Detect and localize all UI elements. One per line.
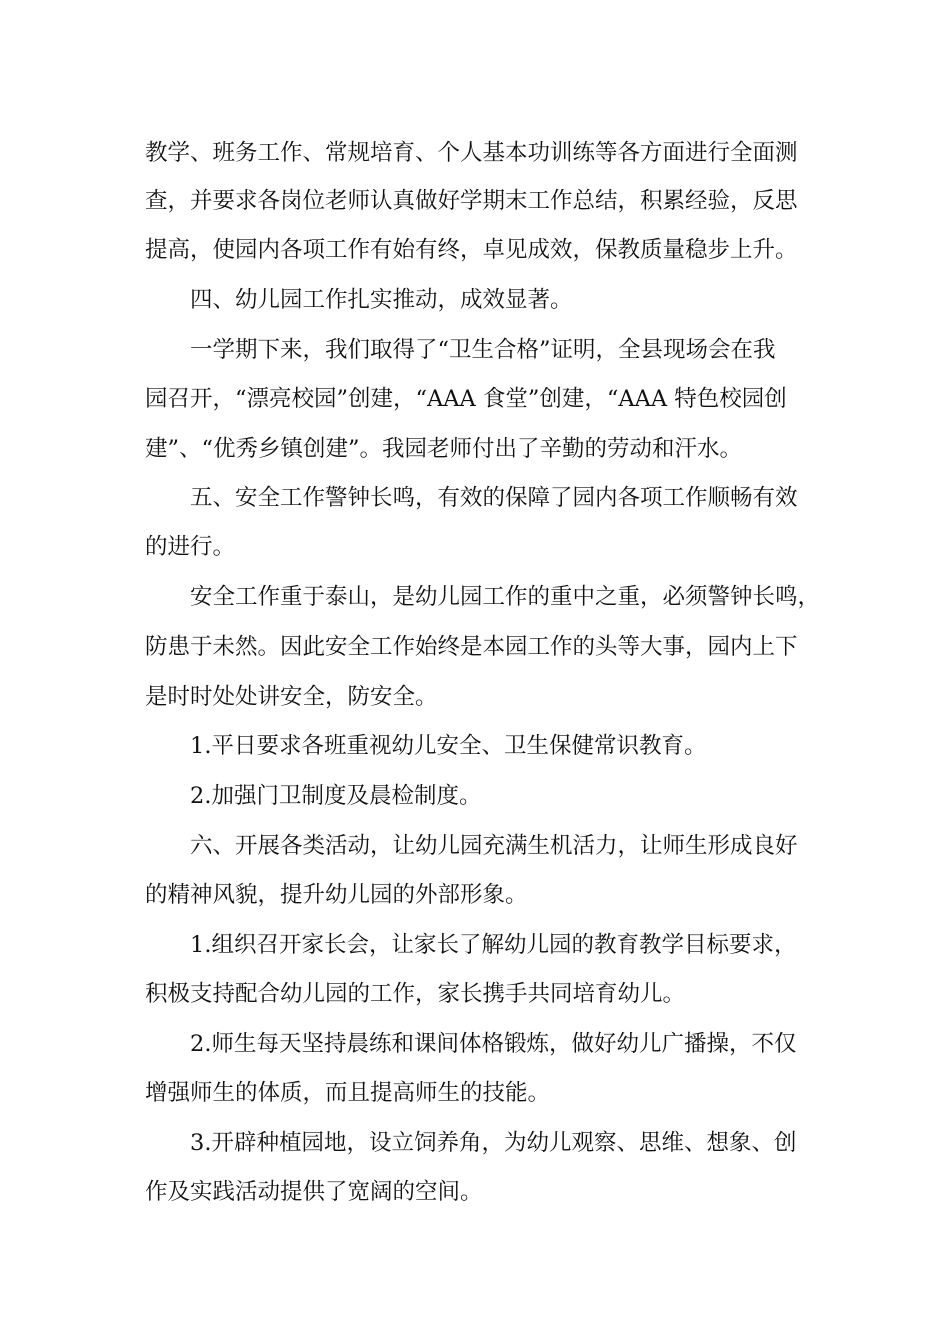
section-heading-continued: 的进行。 [145, 534, 236, 560]
list-item: 1.平日要求各班重视幼儿安全、卫生保健常识教育。 [190, 733, 707, 759]
section-heading: 五、安全工作警钟长鸣，有效的保障了园内各项工作顺畅有效 [190, 485, 798, 511]
list-item-continued: 增强师生的体质，而且提高师生的技能。 [145, 1080, 551, 1106]
text-line: 提高，使园内各项工作有始有终，卓见成效，保教质量稳步上升。 [145, 237, 798, 263]
section-heading: 六、开展各类活动，让幼儿园充满生机活力，让师生形成良好 [190, 833, 798, 859]
list-item: 3.开辟种植园地，设立饲养角，为幼儿观察、思维、想象、创 [190, 1130, 797, 1156]
list-item-continued: 作及实践活动提供了宽阔的空间。 [145, 1179, 483, 1205]
section-heading-continued: 的精神风貌，提升幼儿园的外部形象。 [145, 882, 528, 908]
text-line: 园召开，“漂亮校园”创建，“AAA 食堂”创建，“AAA 特色校园创 [145, 386, 787, 412]
text-line: 防患于未然。因此安全工作始终是本园工作的头等大事，园内上下 [145, 634, 798, 660]
text-line: 教学、班务工作、常规培育、个人基本功训练等各方面进行全面测 [145, 140, 798, 166]
list-item: 1.组织召开家长会，让家长了解幼儿园的教育教学目标要求， [190, 932, 797, 958]
text-line: 建”、“优秀乡镇创建”。我园老师付出了辛勤的劳动和汗水。 [145, 436, 743, 462]
section-heading: 四、幼儿园工作扎实推动，成效显著。 [190, 287, 573, 313]
list-item: 2.加强门卫制度及晨检制度。 [190, 783, 482, 809]
text-line: 一学期下来，我们取得了“卫生合格”证明，全县现场会在我 [190, 337, 776, 363]
text-line: 安全工作重于泰山，是幼儿园工作的重中之重，必须警钟长鸣， [190, 584, 821, 610]
list-item-continued: 积极支持配合幼儿园的工作，家长携手共同培育幼儿。 [145, 981, 686, 1007]
text-line: 查，并要求各岗位老师认真做好学期末工作总结，积累经验，反思 [145, 188, 798, 214]
text-line: 是时时处处讲安全，防安全。 [145, 684, 438, 710]
list-item: 2.师生每天坚持晨练和课间体格锻炼，做好幼儿广播操，不仅 [190, 1031, 797, 1057]
